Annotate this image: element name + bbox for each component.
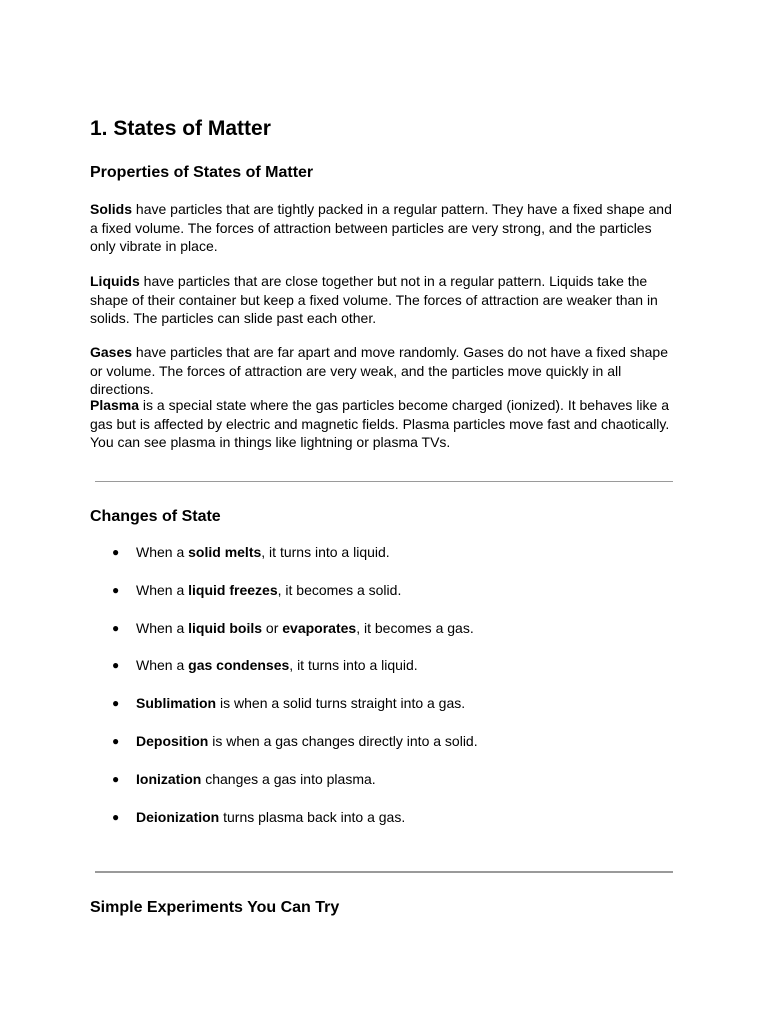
paragraph-plasma xyxy=(90,396,680,452)
list-item: ● When a liquid boils or evaporates, it becomes a gas. xyxy=(112,619,474,636)
changes-list xyxy=(90,543,680,845)
bullet-icon: ● xyxy=(112,620,120,635)
list-item: ● Sublimation is when a solid turns straight into a gas. xyxy=(112,695,466,712)
list-item: ● Deposition is when a gas changes directly into a solid. xyxy=(112,732,478,749)
list-item: ● When a solid melts, it turns into a liquid. xyxy=(112,544,390,560)
section-heading-changes: Changes of State xyxy=(90,508,221,525)
paragraph-gases xyxy=(90,343,680,399)
text-liquids: have particles that are close together but not in a regular pattern. Liquids take the shape of their container but keep a fixed volume. The forces of attraction are weaker than in solids. The particles can slide past each other. xyxy=(90,273,658,326)
term-liquids: Liquids xyxy=(90,273,140,289)
bullet-icon: ● xyxy=(112,696,120,711)
term-solids: Solids xyxy=(90,201,133,217)
divider-1 xyxy=(95,481,673,482)
bullet-icon: ● xyxy=(112,545,120,559)
bullet-icon: ● xyxy=(112,771,120,786)
list-item: ● When a liquid freezes, it becomes a solid. xyxy=(112,581,402,598)
bullet-icon: ● xyxy=(112,582,120,597)
term-plasma: Plasma xyxy=(90,397,140,413)
paragraph-liquids xyxy=(90,272,680,328)
divider-2 xyxy=(95,871,673,873)
text-solids: have particles that are tightly packed in a regular pattern. They have a fixed shape and a fixed volume. The forces of attraction between particles are very strong, and the particles only vibrate in place. xyxy=(90,201,672,254)
list-item: ● Ionization changes a gas into plasma. xyxy=(112,770,376,787)
page-title: 1. States of Matter xyxy=(90,117,271,140)
text-gases: have particles that are far apart and move randomly. Gases do not have a fixed shape or volume. The forces of attraction are very weak, and the particles move quickly in all directions. xyxy=(90,344,668,397)
paragraph-solids xyxy=(90,200,680,256)
list-item: ● When a gas condenses, it turns into a liquid. xyxy=(112,657,418,674)
bullet-icon: ● xyxy=(112,658,120,673)
term-gases: Gases xyxy=(90,344,133,360)
text-plasma: is a special state where the gas particles become charged (ionized). It behaves like a gas but is affected by electric and magnetic fields. Plasma particles move fast and chaotically. You can see plasma in things like lightning or plasma TVs. xyxy=(90,397,670,450)
bullet-icon: ● xyxy=(112,809,120,824)
bullet-icon: ● xyxy=(112,733,120,748)
list-item: ● Deionization turns plasma back into a gas. xyxy=(112,808,406,825)
section-heading-experiments: Simple Experiments You Can Try xyxy=(90,899,340,916)
section-heading-properties: Properties of States of Matter xyxy=(90,164,314,181)
